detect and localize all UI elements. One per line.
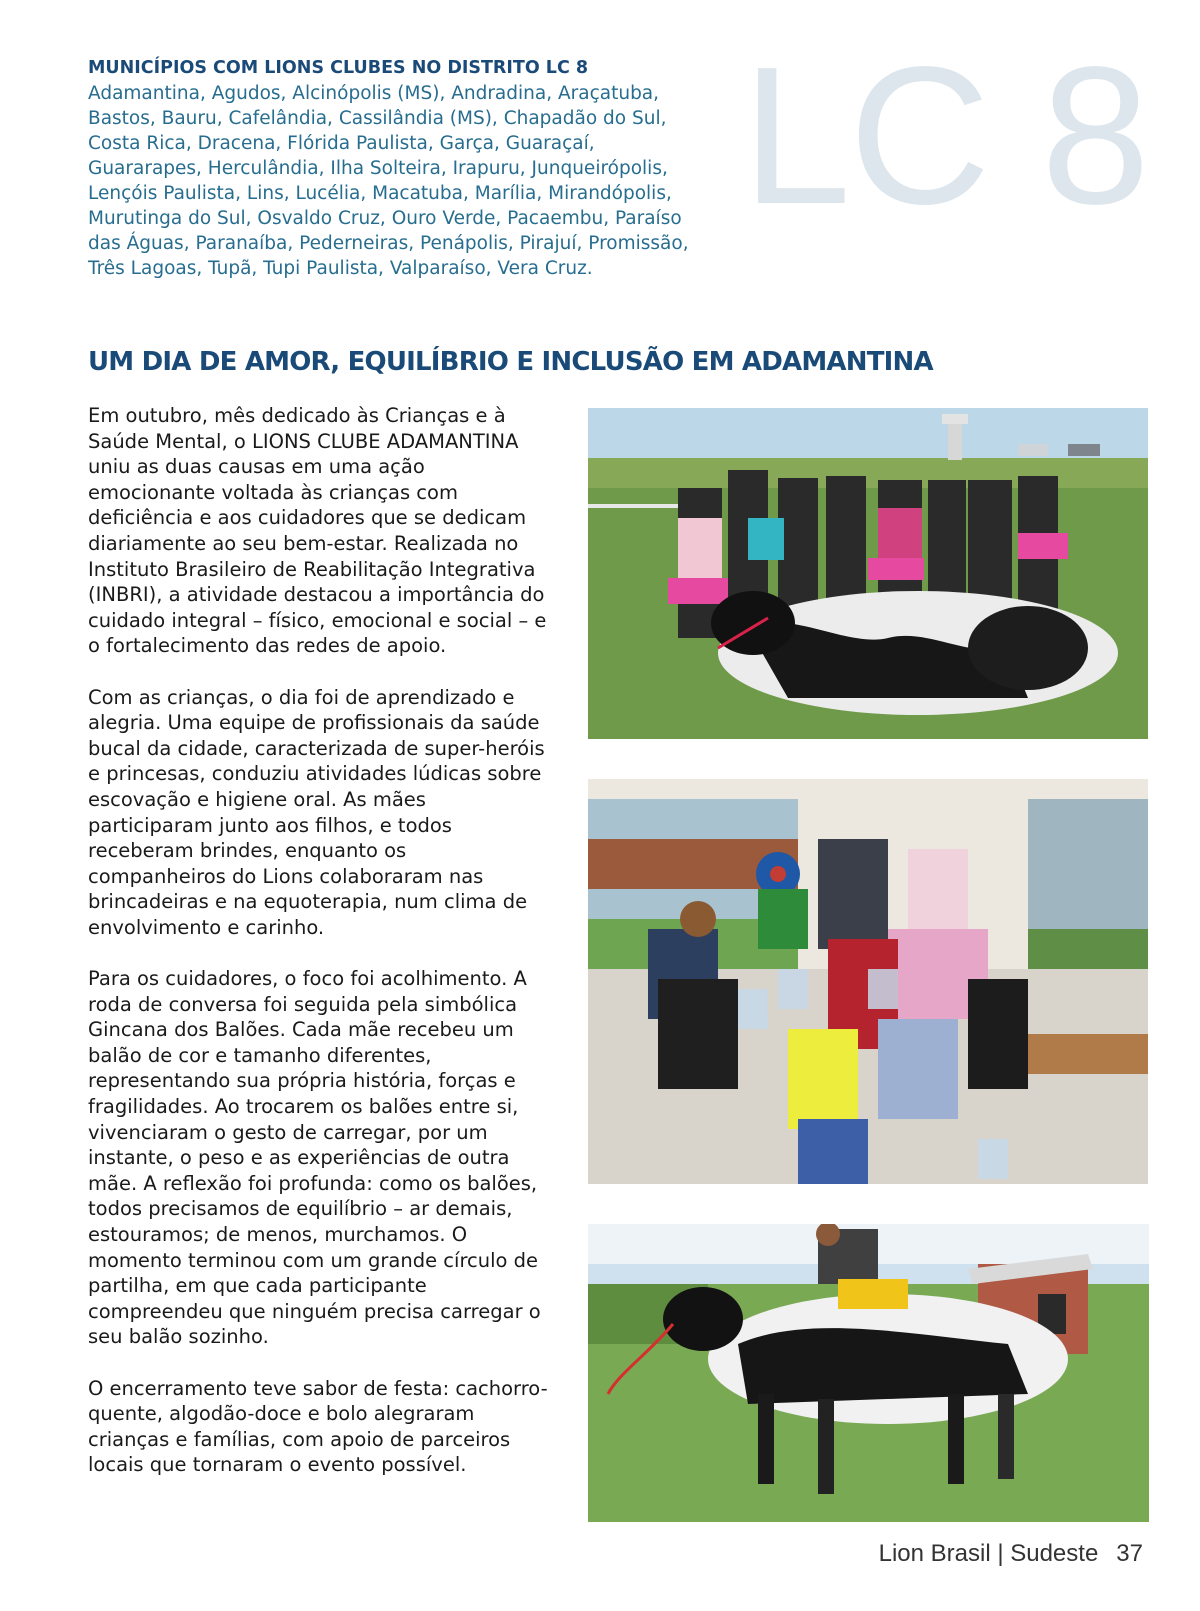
photo-group-with-cow — [588, 408, 1148, 739]
photo-children-heroes-princesses — [588, 779, 1148, 1184]
article-title: UM DIA DE AMOR, EQUILÍBRIO E INCLUSÃO EM ADAMANTINA — [88, 347, 933, 377]
photo-boy-riding-cow — [588, 1224, 1149, 1522]
page-footer — [879, 1540, 1143, 1568]
publication-name: Lion Brasil | Sudeste — [878, 1540, 1099, 1567]
article-paragraph: Com as crianças, o dia foi de aprendizado e alegria. Uma equipe de profissionais da saúde bucal da cidade, caracterizada de super-heróis e princesas, conduziu atividades lúdicas sobre escovação e higiene oral. As mães participaram junto aos filhos, e todos receberam brindes, enquanto os companheiros do Lions colaboraram nas brincadeiras e na equoterapia, num clima de envolvimento e carinho. — [88, 685, 545, 939]
article-paragraph: O encerramento teve sabor de festa: cachorro-quente, algodão-doce e bolo alegraram crianças e famílias, com apoio de parceiros locais que tornaram o evento possível. — [88, 1376, 548, 1477]
article-paragraph: Para os cuidadores, o foco foi acolhimento. A roda de conversa foi seguida pela simbólica Gincana dos Balões. Cada mãe recebeu um balão de cor e tamanho diferentes, representando sua própria história, forças e fragilidades. Ao trocarem os balões entre si, vivenciaram o gesto de carregar, por um instante, o peso e as experiências de outra mãe. A reflexão foi profunda: como os balões, todos precisamos de equilíbrio – ar demais, estouramos; de menos, murchamos. O momento terminou com um grande círculo de partilha, em que cada participante compreendeu que ninguém precisa carregar o seu balão sozinho. — [88, 967, 541, 1349]
municipios-box — [88, 56, 708, 281]
page-number: 37 — [1116, 1540, 1143, 1567]
article-body — [88, 403, 550, 1504]
district-watermark: LC 8 — [742, 26, 1149, 245]
article-paragraph: Em outubro, mês dedicado às Crianças e à Saúde Mental, o LIONS CLUBE ADAMANTINA uniu as duas causas em uma ação emocionante voltada às crianças com deficiência e aos cuidadores que se dedicam diariamente ao seu bem-estar. Realizada no Instituto Brasileiro de Reabilitação Integrativa (INBRI), a atividade destacou a importância do cuidado integral – físico, emocional e social – e o fortalecimento das redes de apoio. — [88, 404, 547, 658]
municipios-list: Adamantina, Agudos, Alcinópolis (MS), Andradina, Araçatuba, Bastos, Bauru, Cafelândia, Cassilândia (MS), Chapadão do Sul, Costa Rica, Dracena, Flórida Paulista, Garça, Guaraçaí, Guararapes, Herculândia, Ilha Solteira, Irapuru, Junqueirópolis, Lençóis Paulista, Lins, Lucélia, Macatuba, Marília, Mirandópolis, Murutinga do Sul, Osvaldo Cruz, Ouro Verde, Pacaembu, Paraíso das Águas, Paranaíba, Pederneiras, Penápolis, Pirajuí, Promissão, Três Lagoas, Tupã, Tupi Paulista, Valparaíso, Vera Cruz. — [88, 83, 689, 279]
municipios-heading: MUNICÍPIOS COM LIONS CLUBES NO DISTRITO LC 8 — [88, 58, 589, 78]
